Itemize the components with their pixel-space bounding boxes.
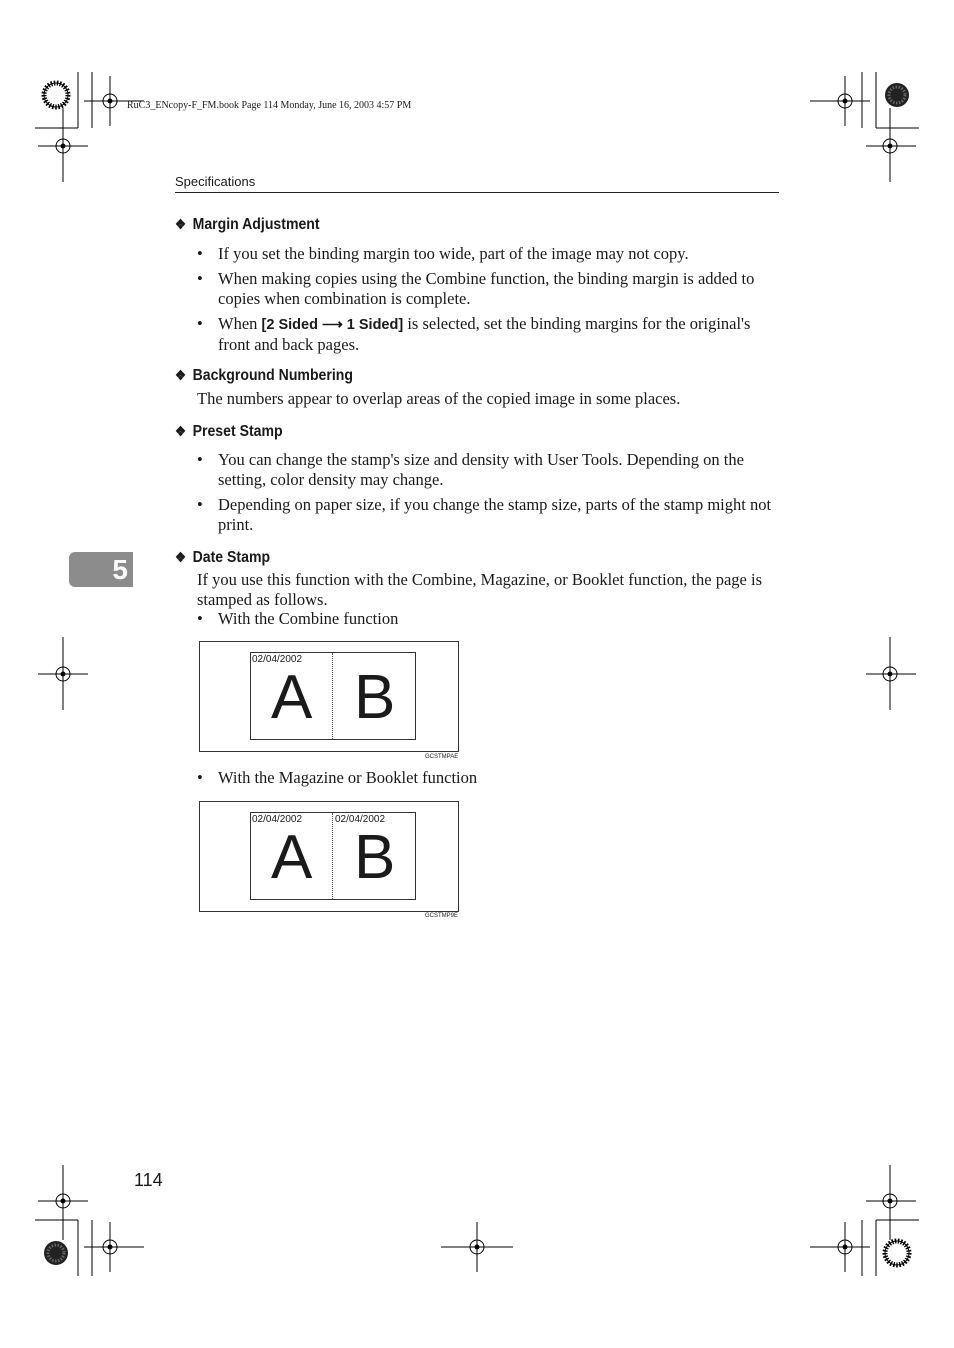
heading-date-stamp bbox=[175, 549, 270, 567]
file-header: RuC3_ENcopy-F_FM.book Page 114 Monday, June 16, 2003 4:57 PM bbox=[127, 100, 412, 111]
list-item-text: You can change the stamp's size and density with User Tools. Depending on the setting, color density may change. bbox=[218, 450, 744, 489]
bullet-icon: • bbox=[197, 609, 203, 628]
bullet-icon: • bbox=[197, 450, 203, 469]
list-item bbox=[197, 269, 779, 309]
page-letter-a: A bbox=[271, 663, 313, 732]
combine-figure bbox=[199, 641, 459, 752]
list-item bbox=[197, 450, 779, 490]
diamond-icon: ❖ bbox=[175, 549, 187, 565]
figure-code: GCSTMP9E bbox=[425, 913, 459, 919]
list-item-text: When making copies using the Combine function, the binding margin is added to copies when combination is complete. bbox=[218, 269, 755, 308]
bullet-icon: • bbox=[197, 495, 203, 514]
list-item-text: If you set the binding margin too wide, part of the image may not copy. bbox=[218, 244, 689, 263]
list-item bbox=[197, 768, 779, 788]
copy-sheet bbox=[250, 812, 416, 900]
diamond-icon: ❖ bbox=[175, 216, 187, 232]
fold-line bbox=[332, 653, 333, 739]
list-item bbox=[197, 314, 779, 355]
heading-text: Background Numbering bbox=[192, 367, 353, 384]
key-label: [2 Sided ⟶ 1 Sided] bbox=[261, 317, 404, 333]
copy-sheet bbox=[250, 652, 416, 740]
bullet-icon: • bbox=[197, 768, 203, 787]
paragraph: If you use this function with the Combine, Magazine, or Booklet function, the page is stamped as follows. bbox=[197, 570, 763, 609]
page-letter-b: B bbox=[354, 663, 396, 732]
list-item bbox=[197, 495, 779, 535]
list-item-text: With the Magazine or Booklet function bbox=[218, 768, 478, 787]
chapter-tab bbox=[69, 552, 133, 587]
fold-line bbox=[332, 813, 333, 899]
magazine-figure bbox=[199, 801, 459, 912]
heading-text: Preset Stamp bbox=[192, 423, 283, 440]
heading-margin-adjustment bbox=[175, 216, 320, 234]
list-item bbox=[197, 609, 779, 629]
diamond-icon: ❖ bbox=[175, 367, 187, 383]
list-item-text: When [2 Sided ⟶ 1 Sided] is selected, set the binding margins for the original's front and back pages. bbox=[218, 314, 751, 354]
heading-background-numbering bbox=[175, 367, 353, 385]
page-letter-b: B bbox=[354, 823, 396, 892]
page-letter-a: A bbox=[271, 823, 313, 892]
heading-preset-stamp bbox=[175, 423, 283, 441]
heading-text: Margin Adjustment bbox=[192, 216, 320, 233]
paragraph: The numbers appear to overlap areas of the copied image in some places. bbox=[197, 389, 681, 408]
heading-text: Date Stamp bbox=[192, 549, 271, 566]
date-stamp-right: 02/04/2002 bbox=[335, 814, 386, 825]
date-stamp-left: 02/04/2002 bbox=[252, 654, 303, 665]
list-item bbox=[197, 244, 779, 264]
chapter-number: 5 bbox=[112, 554, 128, 585]
date-stamp-left: 02/04/2002 bbox=[252, 814, 303, 825]
bullet-icon: • bbox=[197, 269, 203, 288]
figure-code: GCSTMPAE bbox=[425, 754, 459, 760]
running-head: Specifications bbox=[175, 174, 256, 189]
list-item-text: Depending on paper size, if you change the stamp size, parts of the stamp might not print. bbox=[218, 495, 772, 534]
bullet-icon: • bbox=[197, 244, 203, 263]
list-item-text: With the Combine function bbox=[218, 609, 399, 628]
bullet-icon: • bbox=[197, 314, 203, 333]
diamond-icon: ❖ bbox=[175, 423, 187, 439]
page-number: 114 bbox=[134, 1170, 163, 1190]
header-rule bbox=[175, 192, 779, 193]
